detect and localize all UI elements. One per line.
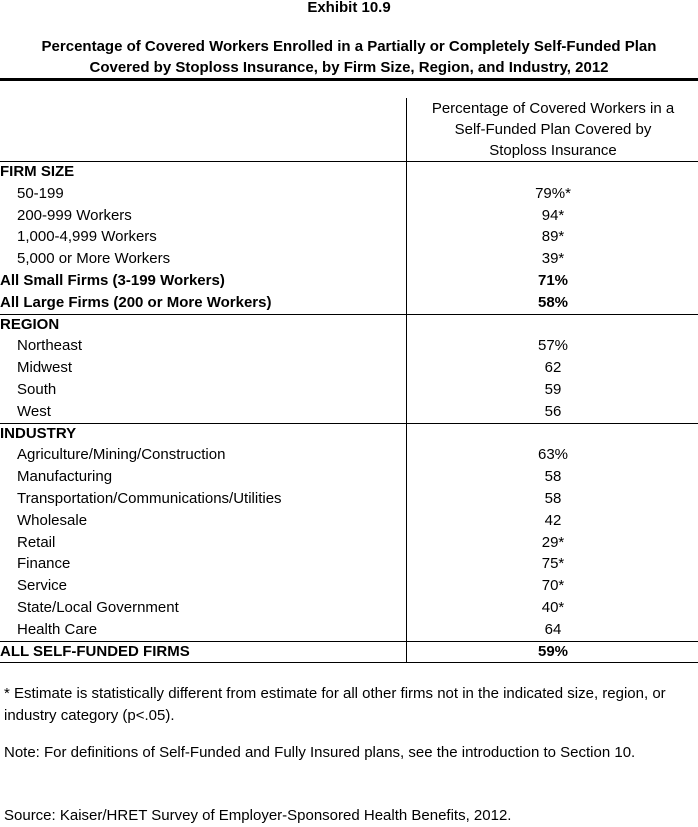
- row-value: 79%*: [535, 184, 571, 202]
- row-label: REGION: [0, 315, 60, 333]
- row-label: Transportation/Communications/Utilities: [17, 490, 282, 507]
- table-row: [0, 183, 698, 205]
- section-rule: [0, 641, 698, 642]
- row-value: 40*: [541, 599, 565, 616]
- row-label: Service: [17, 577, 68, 595]
- table-row: [0, 226, 698, 248]
- title-rule: [0, 78, 698, 81]
- row-label: 5,000 or More Workers: [17, 250, 171, 268]
- table-row: [0, 619, 698, 641]
- section-rule: [0, 423, 698, 424]
- table-row: [0, 270, 698, 292]
- column-header-line-1: Percentage of Covered Workers in a: [431, 100, 675, 117]
- table-row: [0, 248, 698, 270]
- row-value: 71%: [537, 272, 569, 289]
- table-row: [0, 161, 698, 183]
- row-label: Northeast: [17, 337, 83, 355]
- table-row: [0, 510, 698, 532]
- row-label: State/Local Government: [17, 599, 179, 616]
- row-value: 39*: [541, 250, 565, 268]
- row-value: 75*: [541, 555, 565, 573]
- table-row: [0, 205, 698, 227]
- row-value: 63%: [537, 446, 569, 464]
- table-row: [0, 444, 698, 466]
- row-label: Finance: [17, 555, 71, 573]
- row-value: 94*: [541, 206, 565, 224]
- row-label: Health Care: [17, 620, 98, 638]
- row-label: Wholesale: [17, 511, 88, 529]
- row-label: 1,000-4,999 Workers: [17, 228, 157, 246]
- row-value: 70*: [541, 577, 565, 595]
- row-value: 58%: [537, 293, 569, 311]
- table-row: [0, 532, 698, 554]
- source-note: Source: Kaiser/HRET Survey of Employer-Sponsored Health Benefits, 2012.: [4, 807, 512, 824]
- column-divider: [406, 161, 407, 662]
- asterisk-note: * Estimate is statistically different from estimate for all other firms not in the indicated size, region, or industry category (p<.05).: [4, 685, 666, 724]
- row-label: INDUSTRY: [0, 424, 77, 442]
- row-value: 58: [544, 468, 562, 486]
- row-value: 42: [544, 511, 562, 529]
- table-title: [0, 36, 698, 78]
- row-value: 59: [544, 381, 562, 398]
- row-label: West: [17, 402, 51, 420]
- row-label: FIRM SIZE: [0, 163, 75, 180]
- row-value: 56: [544, 402, 562, 420]
- row-value: 59%: [537, 642, 569, 660]
- row-label: Retail: [17, 533, 56, 551]
- column-header-line-3: Stoploss Insurance: [489, 142, 617, 159]
- row-value: 62: [544, 359, 562, 377]
- row-label: ALL SELF-FUNDED FIRMS: [0, 642, 190, 660]
- table-row: [0, 357, 698, 379]
- table-row: [0, 553, 698, 575]
- exhibit-number: Exhibit 10.9: [307, 0, 391, 16]
- row-value: 29*: [541, 533, 565, 551]
- row-label: Midwest: [17, 359, 73, 377]
- table-row: [0, 488, 698, 510]
- table-row: [0, 575, 698, 597]
- table-row: [0, 379, 698, 401]
- section-rule: [0, 314, 698, 315]
- table-row: [0, 641, 698, 663]
- table-row: [0, 597, 698, 619]
- row-value: 57%: [537, 337, 569, 355]
- row-label: All Large Firms (200 or More Workers): [0, 293, 272, 311]
- column-header-divider: [406, 98, 407, 162]
- table-row: [0, 466, 698, 488]
- row-value: 64: [544, 620, 562, 638]
- table-title-line-1: Percentage of Covered Workers Enrolled in a Partially or Completely Self-Funded Plan: [41, 38, 657, 55]
- section-rule: [0, 161, 698, 162]
- table-row: [0, 292, 698, 314]
- row-value: 89*: [541, 228, 565, 246]
- row-label: All Small Firms (3-199 Workers): [0, 272, 225, 289]
- table-title-line-2: Covered by Stoploss Insurance, by Firm Size, Region, and Industry, 2012: [89, 59, 609, 76]
- row-label: 50-199: [17, 184, 64, 202]
- row-label: 200-999 Workers: [17, 206, 132, 224]
- table-row: [0, 401, 698, 423]
- table-row: [0, 335, 698, 357]
- column-header-line-2: Self-Funded Plan Covered by: [454, 121, 652, 138]
- definitions-note: Note: For definitions of Self-Funded and Fully Insured plans, see the introduction to Section 10.: [4, 744, 636, 761]
- table-row: [0, 314, 698, 336]
- row-label: Manufacturing: [17, 468, 113, 486]
- row-label: Agriculture/Mining/Construction: [17, 446, 226, 464]
- table-row: [0, 423, 698, 445]
- row-label: South: [17, 381, 57, 398]
- row-value: 58: [544, 490, 562, 507]
- column-header: [408, 98, 698, 161]
- section-rule: [0, 662, 698, 663]
